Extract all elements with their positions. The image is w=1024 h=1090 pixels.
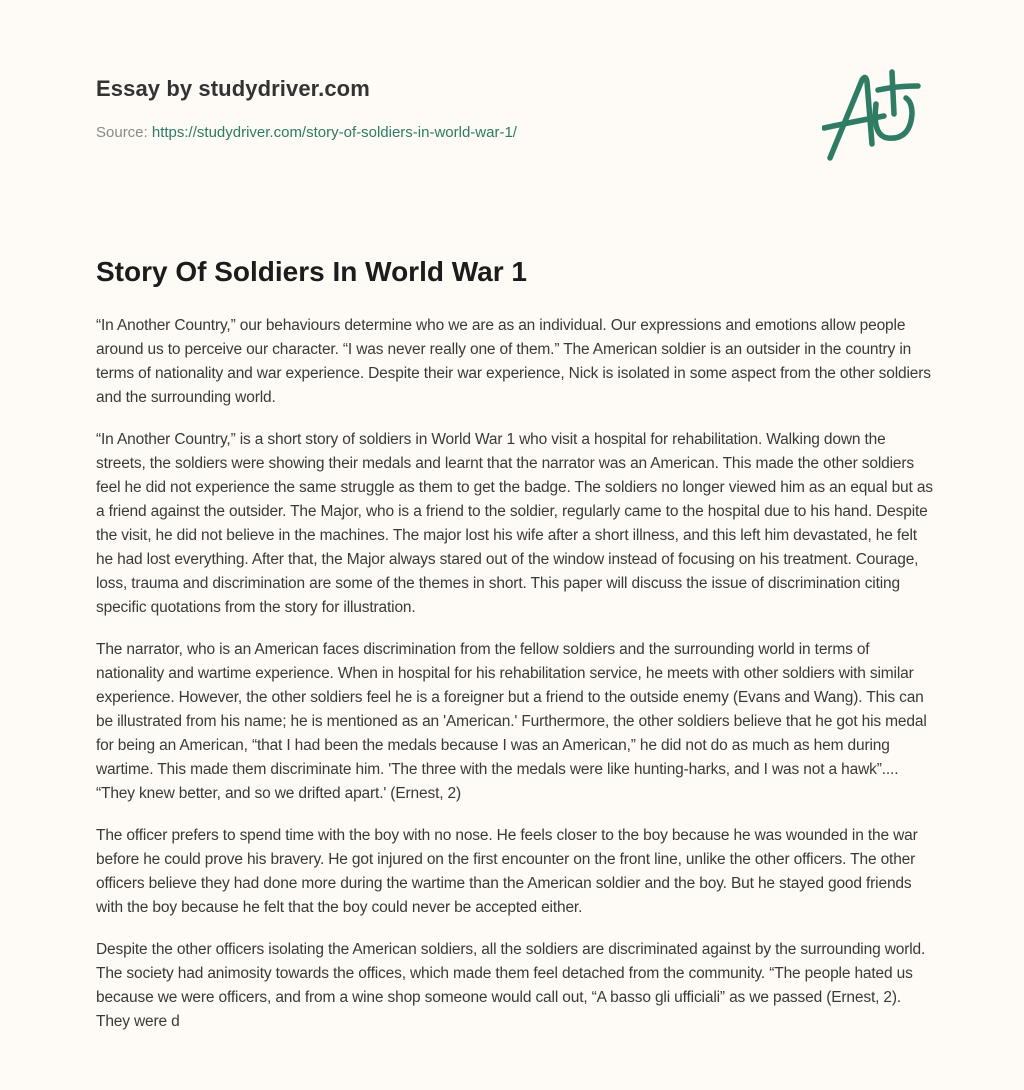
paragraph: “In Another Country,” is a short story of soldiers in World War 1 who visit a hospital for rehabilitation. Walking down the streets, the soldiers were showing their medals and learnt that the narrator was an American. This made the other soldiers feel he did not experience the same struggle as them to get the badge. The soldiers no longer viewed him as an equal but as a friend against the outsider. The Major, who is a friend to the soldier, regularly came to the hospital due to his hand. Despite the visit, he did not believe in the machines. The major lost his wife after a short illness, and this left him devastated, he felt he had lost everything. After that, the Major always stared out of the window instead of focusing on his treatment. Courage, loss, trauma and discrimination are some of the themes in short. This paper will discuss the issue of discrimination citing specific quotations from the story for illustration.	[96, 431, 933, 616]
brand-title: Essay by studydriver.com	[96, 76, 370, 101]
paragraph: The narrator, who is an American faces discrimination from the fellow soldiers and the surrounding world in terms of nationality and wartime experience. When in hospital for his rehabilitation service, he meets with other soldiers with similar experience. However, the other soldiers feel he is a foreigner but a friend to the outside enemy (Evans and Wang). This can be illustrated from his name; he is mentioned as an 'American.' Furthermore, the other soldiers believe that he got his medal for being an American, “that I had been the medals because I was an American,” he did not do as much as hem during wartime. This made them discriminate him. 'The three with the medals were like hunting-harks, and I was not a hawk”.... “They knew better, and so we drifted apart.' (Ernest, 2)	[96, 641, 927, 802]
source-label: Source:	[96, 124, 148, 141]
page-title: Story Of Soldiers In World War 1	[96, 256, 527, 287]
paragraph: Despite the other officers isolating the American soldiers, all the soldiers are discriminated against by the surrounding world. The society had animosity towards the offices, which made them feel detached from the community. “The people hated us because we were officers, and from a wine shop someone would call out, “A basso gli ufficiali” as we passed (Ernest, 2). They were d	[96, 941, 926, 1030]
paragraph: The officer prefers to spend time with the boy with no nose. He feels closer to the boy because he was wounded in the war before he could prove his bravery. He got injured on the first encounter on the front line, unlike the other officers. The other officers believe they had done more during the wartime than the American soldier and the boy. But he stayed good friends with the boy because he felt that the boy could never be accepted either.	[96, 827, 918, 916]
essay-header	[0, 0, 1024, 230]
source-line	[96, 124, 517, 141]
paragraph: “In Another Country,” our behaviours determine who we are as an individual. Our expressions and emotions allow people around us to perceive our character. “I was never really one of them.” The American soldier is an outsider in the country in terms of nationality and war experience. Despite their war experience, Nick is isolated in some aspect from the other soldiers and the surrounding world.	[96, 317, 931, 406]
source-link[interactable]: https://studydriver.com/story-of-soldiers-in-world-war-1/	[151, 124, 517, 141]
essay-body	[96, 314, 934, 1052]
a-plus-grade-icon	[822, 66, 932, 166]
